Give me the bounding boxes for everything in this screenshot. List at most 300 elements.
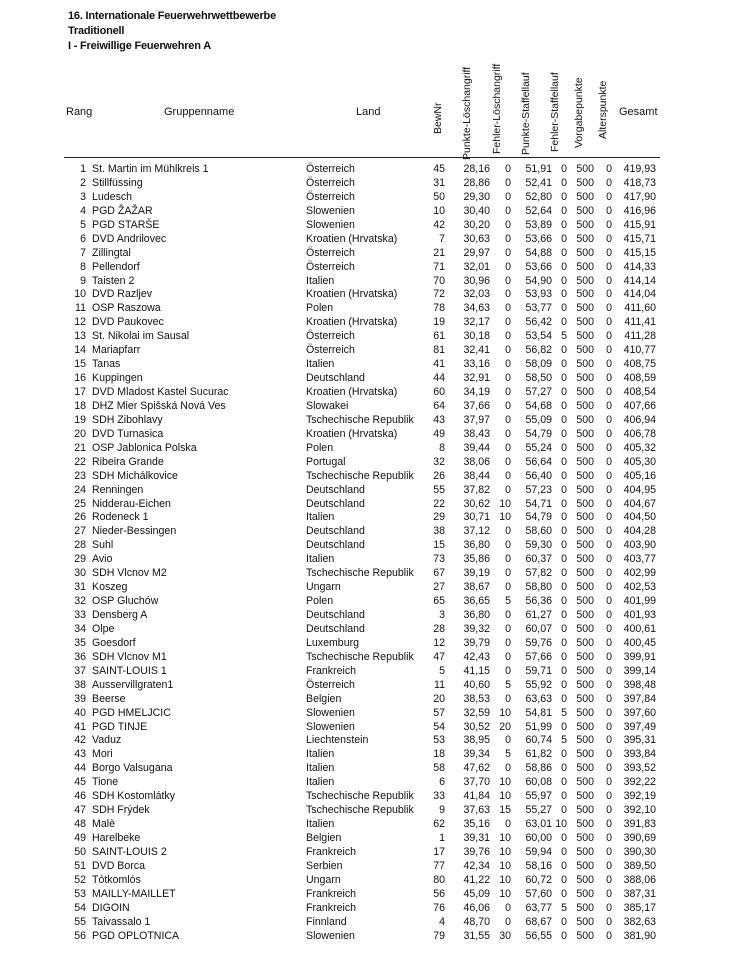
- cell-alterspunkte: 0: [606, 915, 612, 928]
- table-row: [0, 329, 731, 343]
- cell-rank: 31: [74, 581, 86, 594]
- cell-alterspunkte: 0: [606, 176, 612, 189]
- cell-fehler-loeschangriff: 5: [505, 678, 511, 691]
- table-row: [0, 664, 731, 678]
- cell-alterspunkte: 0: [606, 706, 612, 719]
- cell-punkte-loeschangriff: 48,70: [463, 915, 490, 928]
- cell-fehler-staffellauf: 0: [561, 581, 567, 594]
- table-row: [0, 761, 731, 775]
- cell-alterspunkte: 0: [606, 483, 612, 496]
- cell-alterspunkte: 0: [606, 218, 612, 231]
- cell-group-name: Suhl: [92, 539, 114, 552]
- cell-punkte-loeschangriff: 41,84: [463, 790, 490, 803]
- table-row: [0, 929, 731, 943]
- cell-alterspunkte: 0: [606, 832, 612, 844]
- cell-bew-nr: 7: [439, 232, 445, 245]
- cell-bew-nr: 41: [433, 358, 445, 371]
- cell-bew-nr: 3: [439, 609, 445, 621]
- cell-country: Slowenien: [306, 706, 355, 719]
- cell-punkte-loeschangriff: 30,40: [463, 204, 490, 217]
- cell-group-name: PGD TINJE: [92, 720, 148, 733]
- cell-vorgabepunkte: 500: [576, 553, 594, 566]
- cell-gesamt: 389,50: [623, 859, 656, 872]
- cell-country: Österreich: [306, 190, 355, 203]
- cell-gesamt: 401,93: [623, 609, 656, 621]
- cell-bew-nr: 81: [433, 344, 445, 357]
- cell-gesamt: 404,95: [623, 483, 656, 496]
- cell-punkte-staffellauf: 56,64: [525, 455, 552, 468]
- cell-gesamt: 411,28: [624, 330, 656, 343]
- table-row: [0, 873, 731, 887]
- cell-vorgabepunkte: 500: [576, 929, 594, 942]
- cell-gesamt: 414,33: [623, 260, 656, 273]
- cell-bew-nr: 8: [439, 441, 445, 454]
- cell-vorgabepunkte: 500: [576, 678, 594, 691]
- cell-punkte-staffellauf: 58,50: [525, 372, 552, 385]
- cell-alterspunkte: 0: [606, 720, 612, 733]
- cell-rank: 30: [74, 567, 86, 580]
- cell-rank: 6: [80, 232, 86, 245]
- table-row: [0, 441, 731, 455]
- cell-country: Polen: [306, 302, 334, 315]
- cell-fehler-loeschangriff: 0: [505, 260, 511, 273]
- cell-vorgabepunkte: 500: [576, 748, 594, 761]
- cell-alterspunkte: 0: [606, 901, 612, 914]
- cell-alterspunkte: 0: [606, 650, 612, 663]
- cell-alterspunkte: 0: [606, 622, 612, 635]
- cell-punkte-loeschangriff: 37,70: [463, 776, 490, 789]
- table-row: [0, 775, 731, 789]
- cell-fehler-loeschangriff: 0: [505, 330, 511, 343]
- cell-vorgabepunkte: 500: [576, 469, 594, 482]
- cell-alterspunkte: 0: [606, 455, 612, 468]
- cell-alterspunkte: 0: [606, 386, 612, 398]
- cell-punkte-loeschangriff: 41,15: [463, 664, 490, 677]
- cell-group-name: OSP Raszowa: [92, 302, 161, 315]
- cell-punkte-loeschangriff: 30,63: [463, 232, 490, 245]
- cell-punkte-loeschangriff: 36,65: [463, 595, 490, 608]
- cell-bew-nr: 31: [433, 176, 445, 189]
- cell-group-name: SAINT-LOUIS 2: [92, 845, 167, 858]
- table-row: [0, 552, 731, 566]
- cell-bew-nr: 77: [433, 859, 445, 872]
- cell-bew-nr: 61: [433, 330, 445, 343]
- cell-fehler-staffellauf: 0: [561, 427, 567, 440]
- cell-rank: 18: [74, 399, 86, 412]
- cell-gesamt: 416,96: [623, 204, 656, 217]
- cell-rank: 41: [74, 720, 86, 733]
- cell-punkte-loeschangriff: 32,03: [463, 288, 490, 301]
- cell-fehler-loeschangriff: 10: [499, 790, 511, 803]
- cell-group-name: Olpe: [92, 622, 115, 635]
- cell-bew-nr: 56: [433, 887, 445, 900]
- cell-fehler-loeschangriff: 0: [505, 692, 511, 705]
- cell-rank: 46: [74, 790, 86, 803]
- cell-group-name: Mariapfarr: [92, 344, 141, 357]
- table-row: [0, 427, 731, 441]
- cell-rank: 7: [80, 246, 86, 259]
- cell-punkte-loeschangriff: 28,16: [463, 163, 490, 175]
- cell-country: Österreich: [306, 330, 355, 343]
- cell-gesamt: 411,41: [624, 316, 656, 329]
- table-row: [0, 469, 731, 483]
- header-fehler-loeschangriff: Fehler-Löschangriff: [491, 63, 503, 154]
- table-row: [0, 650, 731, 664]
- cell-alterspunkte: 0: [606, 929, 612, 942]
- cell-country: Österreich: [306, 176, 355, 189]
- cell-bew-nr: 17: [433, 845, 445, 858]
- cell-fehler-staffellauf: 0: [561, 929, 567, 942]
- cell-country: Belgien: [306, 832, 342, 844]
- cell-country: Serbien: [306, 859, 343, 872]
- cell-group-name: Kuppingen: [92, 372, 143, 385]
- cell-rank: 51: [74, 859, 86, 872]
- cell-fehler-loeschangriff: 0: [505, 609, 511, 621]
- cell-punkte-loeschangriff: 37,12: [463, 525, 490, 538]
- table-row: [0, 608, 731, 622]
- cell-gesamt: 415,15: [623, 246, 656, 259]
- cell-punkte-staffellauf: 52,64: [525, 204, 552, 217]
- cell-bew-nr: 9: [439, 804, 445, 817]
- cell-alterspunkte: 0: [606, 664, 612, 677]
- cell-country: Slowakei: [306, 399, 349, 412]
- cell-punkte-staffellauf: 59,71: [525, 664, 552, 677]
- cell-fehler-loeschangriff: 0: [505, 525, 511, 538]
- cell-gesamt: 402,53: [623, 581, 656, 594]
- cell-group-name: DVD Paukovec: [92, 316, 164, 329]
- cell-fehler-loeschangriff: 0: [505, 664, 511, 677]
- cell-punkte-staffellauf: 59,94: [525, 845, 552, 858]
- cell-gesamt: 415,91: [623, 218, 656, 231]
- cell-punkte-staffellauf: 55,27: [525, 804, 552, 817]
- cell-punkte-loeschangriff: 38,53: [463, 692, 490, 705]
- cell-rank: 19: [74, 413, 86, 426]
- cell-rank: 47: [74, 804, 86, 817]
- table-row: [0, 733, 731, 747]
- cell-punkte-loeschangriff: 39,32: [463, 622, 490, 635]
- cell-rank: 55: [74, 915, 86, 928]
- cell-alterspunkte: 0: [606, 190, 612, 203]
- cell-rank: 3: [80, 190, 86, 203]
- cell-rank: 28: [74, 539, 86, 552]
- cell-punkte-staffellauf: 54,68: [525, 399, 552, 412]
- cell-rank: 16: [74, 372, 86, 385]
- table-row: [0, 287, 731, 301]
- cell-alterspunkte: 0: [606, 748, 612, 761]
- table-row: [0, 566, 731, 580]
- cell-group-name: DVD Mladost Kastel Sucurac: [92, 386, 229, 398]
- cell-vorgabepunkte: 500: [576, 915, 594, 928]
- cell-punkte-loeschangriff: 39,44: [463, 441, 490, 454]
- cell-vorgabepunkte: 500: [576, 832, 594, 844]
- cell-fehler-staffellauf: 0: [561, 887, 567, 900]
- cell-rank: 1: [80, 163, 86, 175]
- cell-alterspunkte: 0: [606, 609, 612, 621]
- cell-fehler-loeschangriff: 0: [505, 762, 511, 775]
- cell-vorgabepunkte: 500: [576, 804, 594, 817]
- cell-country: Ungarn: [306, 873, 341, 886]
- cell-country: Italien: [306, 358, 335, 371]
- table-row: [0, 636, 731, 650]
- cell-fehler-staffellauf: 0: [561, 413, 567, 426]
- cell-rank: 10: [74, 288, 86, 301]
- cell-group-name: SDH Zibohlavy: [92, 413, 163, 426]
- cell-rank: 54: [74, 901, 86, 914]
- cell-fehler-loeschangriff: 10: [499, 511, 511, 524]
- cell-gesamt: 403,77: [623, 553, 656, 566]
- cell-fehler-staffellauf: 0: [561, 497, 567, 510]
- cell-group-name: Stillfüssing: [92, 176, 143, 189]
- cell-group-name: DIGOIN: [92, 901, 130, 914]
- cell-bew-nr: 10: [433, 204, 445, 217]
- cell-country: Tschechische Republik: [306, 567, 414, 580]
- header-bewnr: BewNr: [432, 102, 444, 134]
- cell-fehler-staffellauf: 0: [561, 163, 567, 175]
- cell-vorgabepunkte: 500: [576, 163, 594, 175]
- cell-punkte-loeschangriff: 37,63: [463, 804, 490, 817]
- cell-gesamt: 387,31: [623, 887, 656, 900]
- cell-rank: 25: [74, 497, 86, 510]
- cell-punkte-loeschangriff: 32,91: [463, 372, 490, 385]
- table-row: [0, 357, 731, 371]
- cell-alterspunkte: 0: [606, 734, 612, 747]
- cell-alterspunkte: 0: [606, 372, 612, 385]
- cell-punkte-staffellauf: 53,66: [525, 232, 552, 245]
- cell-fehler-loeschangriff: 0: [505, 274, 511, 287]
- cell-vorgabepunkte: 500: [576, 650, 594, 663]
- cell-rank: 37: [74, 664, 86, 677]
- cell-alterspunkte: 0: [606, 818, 612, 831]
- cell-punkte-loeschangriff: 35,16: [463, 818, 490, 831]
- cell-alterspunkte: 0: [606, 344, 612, 357]
- cell-vorgabepunkte: 500: [576, 595, 594, 608]
- cell-fehler-staffellauf: 0: [561, 622, 567, 635]
- cell-vorgabepunkte: 500: [576, 762, 594, 775]
- table-row: [0, 845, 731, 859]
- cell-gesamt: 397,60: [623, 706, 656, 719]
- cell-bew-nr: 20: [433, 692, 445, 705]
- cell-alterspunkte: 0: [606, 776, 612, 789]
- cell-vorgabepunkte: 500: [576, 176, 594, 189]
- cell-gesamt: 390,69: [623, 832, 656, 844]
- cell-group-name: DVD Turnasica: [92, 427, 164, 440]
- cell-country: Slowenien: [306, 720, 355, 733]
- cell-gesamt: 408,59: [623, 372, 656, 385]
- table-row: [0, 162, 731, 176]
- cell-fehler-loeschangriff: 0: [505, 163, 511, 175]
- cell-punkte-loeschangriff: 47,62: [463, 762, 490, 775]
- table-row: [0, 803, 731, 817]
- cell-vorgabepunkte: 500: [576, 190, 594, 203]
- table-row: [0, 720, 731, 734]
- cell-rank: 36: [74, 650, 86, 663]
- cell-gesamt: 400,61: [623, 622, 656, 635]
- cell-fehler-loeschangriff: 0: [505, 218, 511, 231]
- cell-country: Ungarn: [306, 581, 341, 594]
- cell-fehler-staffellauf: 5: [561, 734, 567, 747]
- cell-vorgabepunkte: 500: [576, 344, 594, 357]
- cell-punkte-staffellauf: 54,90: [525, 274, 552, 287]
- cell-fehler-staffellauf: 0: [561, 441, 567, 454]
- cell-gesamt: 406,94: [623, 413, 656, 426]
- cell-punkte-staffellauf: 61,82: [525, 748, 552, 761]
- cell-bew-nr: 80: [433, 873, 445, 886]
- cell-punkte-loeschangriff: 40,60: [463, 678, 490, 691]
- cell-vorgabepunkte: 500: [576, 232, 594, 245]
- cell-punkte-loeschangriff: 29,97: [463, 246, 490, 259]
- cell-fehler-loeschangriff: 0: [505, 818, 511, 831]
- header-gruppenname: Gruppenname: [164, 106, 235, 118]
- table-row: [0, 190, 731, 204]
- cell-alterspunkte: 0: [606, 441, 612, 454]
- cell-vorgabepunkte: 500: [576, 790, 594, 803]
- table-row: [0, 483, 731, 497]
- cell-country: Italien: [306, 553, 335, 566]
- cell-punkte-loeschangriff: 38,67: [463, 581, 490, 594]
- cell-rank: 29: [74, 553, 86, 566]
- cell-fehler-staffellauf: 0: [561, 511, 567, 524]
- cell-punkte-staffellauf: 51,99: [525, 720, 552, 733]
- table-row: [0, 413, 731, 427]
- cell-fehler-staffellauf: 0: [561, 288, 567, 301]
- cell-group-name: SDH Vlcnov M1: [92, 650, 167, 663]
- table-row: [0, 497, 731, 511]
- cell-fehler-loeschangriff: 0: [505, 622, 511, 635]
- document-subtitle-category: Traditionell: [68, 25, 125, 37]
- cell-vorgabepunkte: 500: [576, 330, 594, 343]
- cell-rank: 43: [74, 748, 86, 761]
- cell-gesamt: 395,31: [623, 734, 656, 747]
- cell-punkte-staffellauf: 68,67: [525, 915, 552, 928]
- cell-rank: 20: [74, 427, 86, 440]
- table-row: [0, 260, 731, 274]
- cell-country: Österreich: [306, 344, 355, 357]
- cell-fehler-staffellauf: 0: [561, 302, 567, 315]
- header-land: Land: [356, 106, 381, 118]
- cell-group-name: Beerse: [92, 692, 126, 705]
- cell-group-name: Tione: [92, 776, 119, 789]
- cell-group-name: Taivassalo 1: [92, 915, 151, 928]
- table-row: [0, 915, 731, 929]
- cell-bew-nr: 72: [433, 288, 445, 301]
- cell-fehler-staffellauf: 0: [561, 859, 567, 872]
- cell-fehler-staffellauf: 0: [561, 873, 567, 886]
- cell-punkte-loeschangriff: 38,95: [463, 734, 490, 747]
- cell-group-name: DVD Andrilovec: [92, 232, 167, 245]
- cell-punkte-staffellauf: 53,93: [525, 288, 552, 301]
- cell-fehler-staffellauf: 0: [561, 650, 567, 663]
- cell-fehler-loeschangriff: 0: [505, 399, 511, 412]
- cell-group-name: DVD Razljev: [92, 288, 153, 301]
- cell-punkte-staffellauf: 58,16: [525, 859, 552, 872]
- cell-alterspunkte: 0: [606, 274, 612, 287]
- cell-rank: 8: [80, 260, 86, 273]
- cell-gesamt: 406,78: [623, 427, 656, 440]
- cell-punkte-loeschangriff: 42,43: [463, 650, 490, 663]
- table-row: [0, 831, 731, 845]
- table-row: [0, 692, 731, 706]
- cell-rank: 9: [80, 274, 86, 287]
- cell-punkte-staffellauf: 55,92: [525, 678, 552, 691]
- table-row: [0, 580, 731, 594]
- cell-country: Frankreich: [306, 887, 357, 900]
- cell-country: Italien: [306, 762, 335, 775]
- cell-alterspunkte: 0: [606, 163, 612, 175]
- cell-fehler-loeschangriff: 0: [505, 344, 511, 357]
- cell-rank: 11: [75, 302, 86, 315]
- cell-alterspunkte: 0: [606, 804, 612, 817]
- cell-gesamt: 402,99: [623, 567, 656, 580]
- cell-bew-nr: 50: [433, 190, 445, 203]
- cell-gesamt: 404,28: [623, 525, 656, 538]
- cell-group-name: PGD OPLOTNICA: [92, 929, 180, 942]
- cell-bew-nr: 70: [433, 274, 445, 287]
- cell-punkte-loeschangriff: 37,66: [463, 399, 490, 412]
- cell-alterspunkte: 0: [606, 399, 612, 412]
- cell-punkte-loeschangriff: 36,80: [463, 609, 490, 621]
- cell-bew-nr: 73: [433, 553, 445, 566]
- table-row: [0, 622, 731, 636]
- cell-punkte-staffellauf: 57,60: [525, 887, 552, 900]
- cell-punkte-staffellauf: 63,01: [525, 818, 552, 831]
- cell-bew-nr: 78: [433, 302, 445, 315]
- cell-fehler-staffellauf: 0: [561, 553, 567, 566]
- cell-punkte-loeschangriff: 37,82: [463, 483, 490, 496]
- cell-fehler-staffellauf: 0: [561, 636, 567, 649]
- table-row: [0, 399, 731, 413]
- cell-country: Italien: [306, 776, 335, 789]
- cell-gesamt: 404,67: [623, 497, 656, 510]
- cell-punkte-staffellauf: 59,76: [525, 636, 552, 649]
- cell-fehler-loeschangriff: 0: [505, 483, 511, 496]
- cell-bew-nr: 43: [433, 413, 445, 426]
- cell-vorgabepunkte: 500: [576, 581, 594, 594]
- header-rang: Rang: [66, 106, 93, 118]
- cell-alterspunkte: 0: [606, 204, 612, 217]
- cell-bew-nr: 55: [433, 483, 445, 496]
- cell-country: Österreich: [306, 260, 355, 273]
- cell-vorgabepunkte: 500: [576, 664, 594, 677]
- cell-fehler-staffellauf: 0: [561, 455, 567, 468]
- cell-vorgabepunkte: 500: [576, 302, 594, 315]
- cell-vorgabepunkte: 500: [576, 511, 594, 524]
- cell-bew-nr: 49: [433, 427, 445, 440]
- cell-country: Luxemburg: [306, 636, 359, 649]
- cell-rank: 56: [74, 929, 86, 942]
- table-row: [0, 747, 731, 761]
- cell-rank: 33: [74, 609, 86, 621]
- cell-gesamt: 414,14: [623, 274, 656, 287]
- cell-alterspunkte: 0: [606, 887, 612, 900]
- cell-gesamt: 404,50: [623, 511, 656, 524]
- cell-bew-nr: 1: [439, 832, 445, 844]
- cell-punkte-staffellauf: 53,89: [525, 218, 552, 231]
- cell-country: Slowenien: [306, 218, 355, 231]
- cell-fehler-loeschangriff: 0: [505, 567, 511, 580]
- cell-country: Tschechische Republik: [306, 650, 414, 663]
- cell-punkte-staffellauf: 54,88: [525, 246, 552, 259]
- cell-vorgabepunkte: 500: [576, 246, 594, 259]
- table-row: [0, 706, 731, 720]
- cell-punkte-staffellauf: 57,66: [525, 650, 552, 663]
- cell-rank: 42: [74, 734, 86, 747]
- document-subtitle-class: I - Freiwillige Feuerwehren A: [68, 40, 211, 52]
- cell-rank: 35: [74, 636, 86, 649]
- cell-rank: 44: [74, 762, 86, 775]
- header-gesamt: Gesamt: [619, 106, 658, 118]
- cell-group-name: Ludesch: [92, 190, 133, 203]
- cell-country: Italien: [306, 818, 335, 831]
